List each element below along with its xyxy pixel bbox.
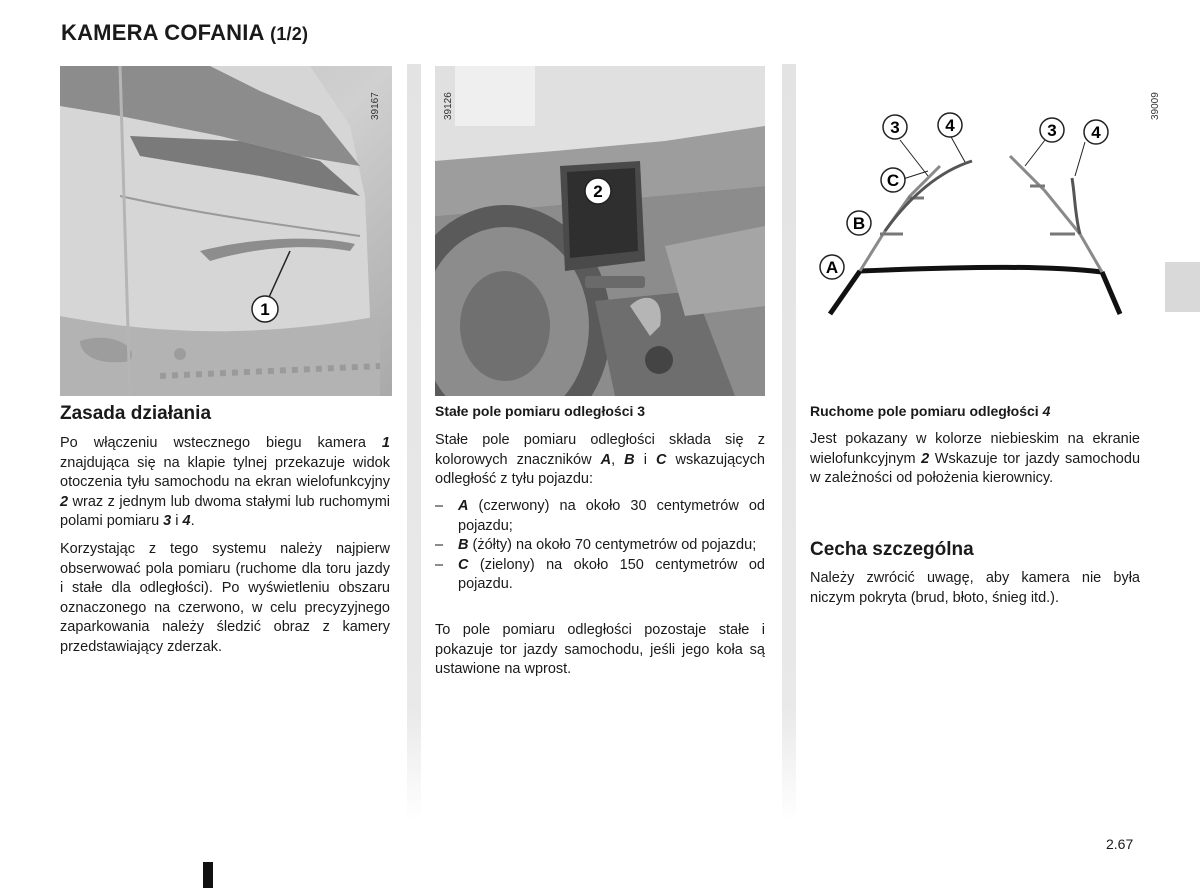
ref-4: 4 <box>1042 403 1051 419</box>
print-mark <box>203 862 213 888</box>
chapter-tab <box>1165 262 1200 312</box>
figure-code: 39167 <box>370 92 381 120</box>
text-span: wskazujących odległość z tyłu pojazdu: <box>435 451 765 487</box>
ref-3: 3 <box>163 513 172 529</box>
section-heading: Zasada działania <box>60 403 212 424</box>
paragraph: Korzystając z tego systemu należy najpierw obserwować pola pomiaru (ruchome dla toru jazdy i stałe dla odległości). Po wyświetleniu obszaru oznaczonego na czerwono, w celu precyzyjnego zaparkowania należy śledzić obraz z kamery przedstawiający zderzak. <box>60 541 390 655</box>
section-heading <box>810 403 1050 419</box>
section-heading: Cecha szczególna <box>810 539 974 560</box>
figure-car-rear <box>60 66 392 396</box>
figure-code: 39009 <box>1150 92 1161 120</box>
section-heading: Stałe pole pomiaru odległości 3 <box>435 403 646 419</box>
text-span: Jest pokazany w kolorze niebieskim na ekranie wielofunkcyjnym <box>810 431 1140 467</box>
figure-guidelines <box>800 66 1145 326</box>
ref-1: 1 <box>381 435 390 451</box>
list-item <box>435 497 765 536</box>
ref-2: 2 <box>921 450 930 467</box>
label-3-right: 3 <box>1047 121 1057 140</box>
callout-2: 2 <box>593 182 603 201</box>
dash: – <box>435 556 444 573</box>
figure-dashboard <box>435 66 765 396</box>
ref-4: 4 <box>182 513 191 529</box>
paragraph <box>60 434 390 532</box>
label-c: C <box>886 171 900 190</box>
dash: – <box>435 498 444 514</box>
text-span: , <box>611 451 625 468</box>
ref-2: 2 <box>60 493 69 510</box>
item-key: B <box>458 537 469 553</box>
label-b: B <box>852 214 866 233</box>
column-separator <box>782 64 796 822</box>
text-span: wraz z jednym lub dwoma stałymi lub ruchomymi polami pomiaru <box>60 493 390 529</box>
label-4-left: 4 <box>945 116 955 135</box>
item-text: (czerwony) na około 30 centymetrów od pojazdu; <box>458 498 765 534</box>
page-title <box>61 20 308 46</box>
column-separator <box>407 64 421 822</box>
paragraph: To pole pomiaru odległości pozostaje stałe i pokazuje tor jazdy samochodu, jeśli jego koła są ustawione na wprost. <box>435 622 765 677</box>
page-number: 2.67 <box>1106 836 1134 852</box>
dash: – <box>435 537 444 553</box>
page-title-text: KAMERA COFANIA <box>61 20 264 45</box>
item-text: (żółty) na około 70 centymetrów od pojazdu; <box>468 537 757 553</box>
item-key: C <box>458 556 469 573</box>
text-span: znajdująca się na klapie tylnej przekazuje widok otoczenia tyłu samochodu na ekran wielofunkcyjny <box>60 454 390 490</box>
label-a: A <box>825 258 839 277</box>
marker-c: C <box>656 451 667 468</box>
item-key: A <box>458 498 469 514</box>
text-span: i <box>171 513 183 529</box>
list-item <box>435 536 765 556</box>
paragraph: Należy zwrócić uwagę, aby kamera nie była niczym pokryta (brud, błoto, śnieg itd.). <box>810 570 1140 606</box>
marker-a: A <box>600 451 612 468</box>
heading-text: Ruchome pole pomiaru odległości <box>810 403 1043 419</box>
marker-b: B <box>624 451 635 468</box>
text-span: Po włączeniu wstecznego biegu kamera <box>60 435 382 451</box>
list-item <box>435 556 765 595</box>
label-4-right: 4 <box>1091 123 1101 142</box>
page-title-suffix: (1/2) <box>270 24 309 44</box>
callout-1: 1 <box>260 300 270 319</box>
text-span: . <box>190 513 195 529</box>
paragraph <box>435 431 765 490</box>
figure-code: 39126 <box>443 92 454 120</box>
label-3-left: 3 <box>890 118 900 137</box>
item-text: (zielony) na około 150 centymetrów od pojazdu. <box>458 556 765 592</box>
text-span: Wskazuje tor jazdy samochodu w zależności od położenia kierownicy. <box>810 450 1141 486</box>
text-span: i <box>634 451 656 468</box>
paragraph <box>810 430 1140 489</box>
marker-list <box>435 497 765 595</box>
text-span: Stałe pole pomiaru odległości składa się z kolorowych znaczników <box>435 432 765 468</box>
